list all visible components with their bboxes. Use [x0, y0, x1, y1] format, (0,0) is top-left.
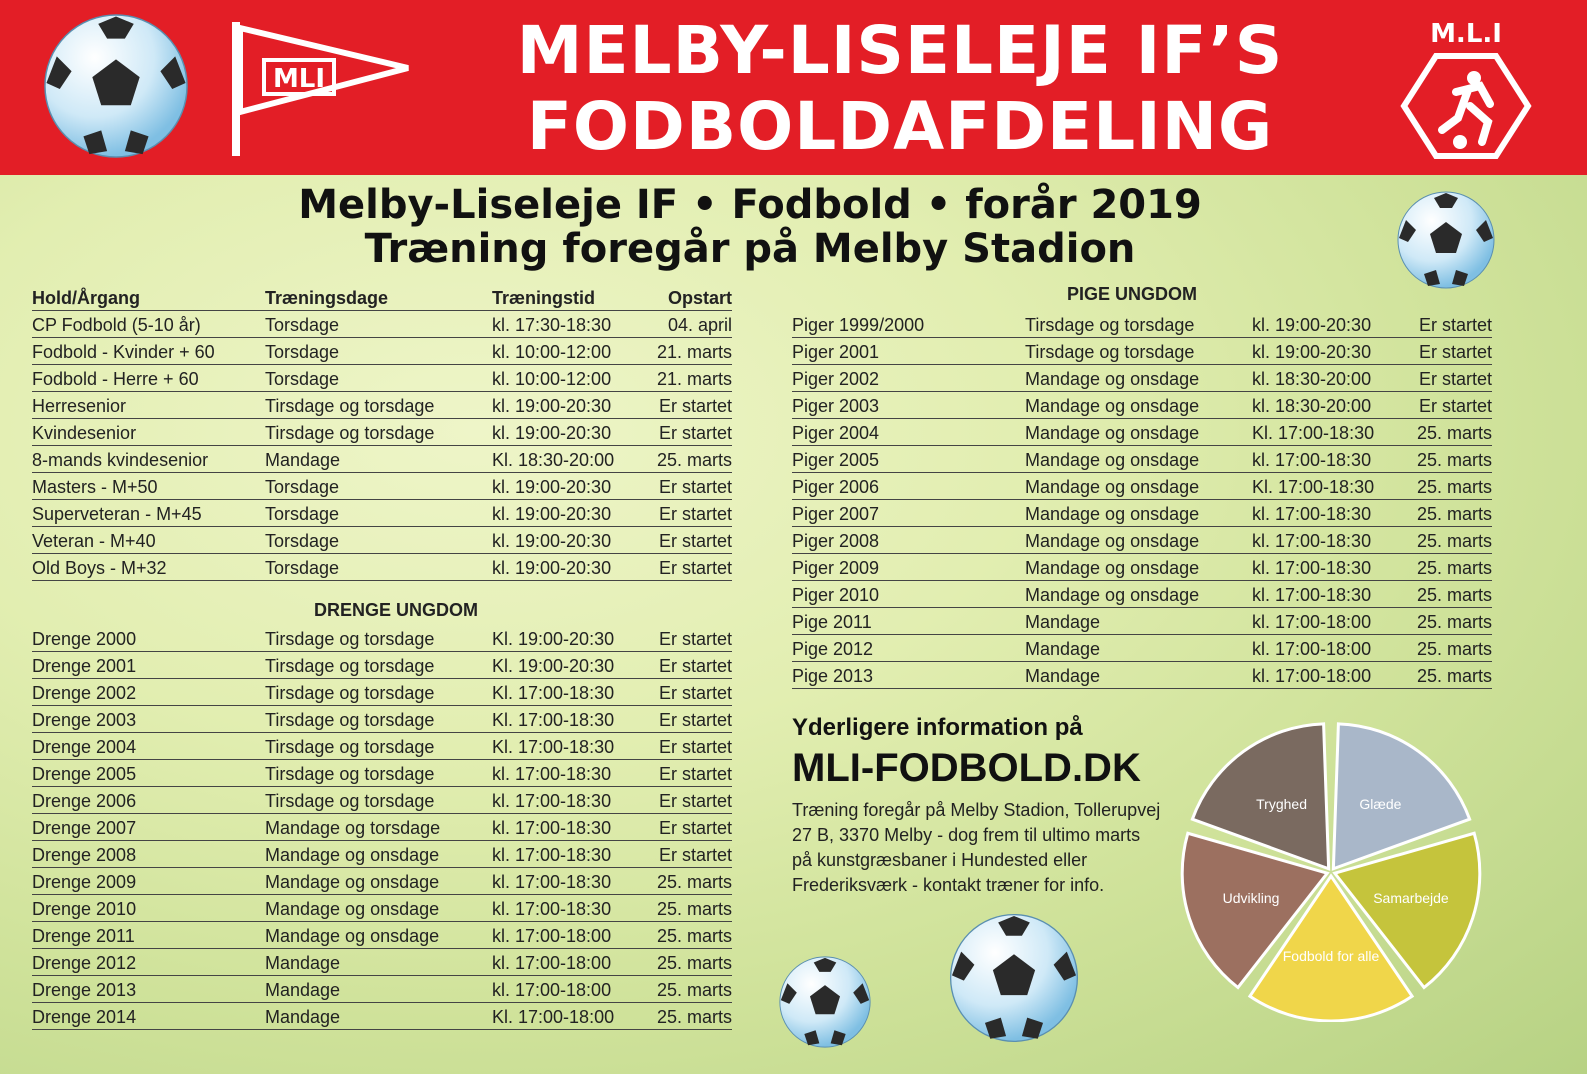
table-row [32, 841, 732, 868]
table-row [32, 868, 732, 895]
cell-team: Piger 2003 [792, 396, 880, 416]
cell-days: Mandage og onsdage [265, 899, 440, 919]
cell-days: Torsdage [265, 369, 340, 389]
table-row [792, 581, 1492, 608]
cell-days: Tirsdage og torsdage [265, 764, 435, 784]
cell-time: Kl. 17:00-18:30 [1252, 477, 1375, 497]
cell-days: Tirsdage og torsdage [265, 710, 435, 730]
table-row [792, 311, 1492, 338]
cell-team: Fodbold - Herre + 60 [32, 369, 199, 389]
values-wheel [1176, 722, 1486, 1022]
cell-team: 8-mands kvindesenior [32, 450, 209, 470]
cell-start: 25. marts [1416, 639, 1492, 659]
website-link[interactable]: MLI-FODBOLD.DK [792, 746, 1141, 790]
cell-start: 25. marts [656, 1007, 732, 1027]
table-header-row [32, 284, 732, 311]
table-row [32, 760, 732, 787]
table-row [32, 922, 732, 949]
cell-start: Er startet [658, 558, 732, 578]
cell-team: Drenge 2012 [32, 953, 137, 973]
table-row [32, 976, 732, 1003]
table-row [32, 527, 732, 554]
table-row [32, 787, 732, 814]
cell-time: Kl. 17:00-18:00 [492, 1007, 615, 1027]
cell-team: CP Fodbold (5-10 år) [32, 315, 201, 335]
cell-days: Mandage og onsdage [265, 872, 440, 892]
table-row [32, 419, 732, 446]
table-row [32, 706, 732, 733]
cell-start: Er startet [1418, 369, 1492, 389]
cell-days: Tirsdage og torsdage [265, 737, 435, 757]
cell-days: Mandage og onsdage [1025, 477, 1200, 497]
table-row [32, 1003, 732, 1030]
cell-start: 25. marts [656, 872, 732, 892]
cell-team: Piger 1999/2000 [792, 315, 925, 335]
table-row [32, 554, 732, 581]
club-flag-icon [230, 20, 410, 160]
cell-days: Mandage [1025, 639, 1101, 659]
cell-time: kl. 17:30-18:30 [492, 315, 612, 335]
cell-days: Mandage [265, 953, 341, 973]
cell-team: Drenge 2004 [32, 737, 137, 757]
cell-start: Er startet [658, 683, 732, 703]
table-row [32, 311, 732, 338]
cell-start: Er startet [1418, 342, 1492, 362]
cell-time: kl. 10:00-12:00 [492, 369, 612, 389]
col-header-start: Opstart [667, 288, 732, 308]
wheel-segment-label: Samarbejde [1373, 889, 1449, 906]
cell-days: Mandage [1025, 612, 1101, 632]
table-row [32, 814, 732, 841]
cell-time: kl. 17:00-18:30 [492, 764, 612, 784]
cell-time: kl. 17:00-18:30 [1252, 531, 1372, 551]
cell-start: Er startet [658, 818, 732, 838]
cell-start: 25. marts [656, 926, 732, 946]
cell-start: Er startet [658, 737, 732, 757]
cell-days: Tirsdage og torsdage [265, 656, 435, 676]
soccer-ball-icon [1396, 190, 1496, 290]
cell-team: Piger 2006 [792, 477, 880, 497]
cell-start: Er startet [658, 656, 732, 676]
cell-days: Tirsdage og torsdage [265, 629, 435, 649]
cell-days: Mandage og onsdage [1025, 450, 1200, 470]
main-schedule-table [32, 284, 732, 581]
cell-team: Drenge 2006 [32, 791, 137, 811]
cell-team: Drenge 2009 [32, 872, 137, 892]
table-row [32, 338, 732, 365]
soccer-ball-icon [778, 955, 872, 1049]
cell-start: 21. marts [656, 342, 732, 362]
cell-start: 25. marts [1416, 585, 1492, 605]
cell-team: Piger 2007 [792, 504, 880, 524]
table-row [792, 608, 1492, 635]
cell-team: Drenge 2008 [32, 845, 137, 865]
table-row [792, 419, 1492, 446]
cell-time: Kl. 17:00-18:30 [492, 710, 615, 730]
cell-team: Piger 2002 [792, 369, 880, 389]
cell-start: 25. marts [1416, 504, 1492, 524]
club-logo-icon [1398, 12, 1534, 162]
title-line-2: FODBOLDAFDELING [526, 88, 1274, 165]
cell-team: Piger 2001 [792, 342, 880, 362]
table-row [792, 473, 1492, 500]
logo-text: M.L.I [1430, 19, 1502, 49]
cell-time: kl. 17:00-18:00 [492, 953, 612, 973]
table-row [32, 500, 732, 527]
cell-start: Er startet [658, 531, 732, 551]
cell-time: kl. 17:00-18:30 [1252, 504, 1372, 524]
cell-start: 25. marts [656, 980, 732, 1000]
cell-start: 25. marts [1416, 423, 1492, 443]
cell-days: Tirsdage og torsdage [265, 396, 435, 416]
cell-team: Drenge 2007 [32, 818, 137, 838]
cell-time: Kl. 19:00-20:30 [492, 629, 615, 649]
cell-time: kl. 17:00-18:00 [1252, 639, 1372, 659]
cell-team: Pige 2012 [792, 639, 874, 659]
cell-start: 25. marts [656, 450, 732, 470]
cell-days: Torsdage [265, 342, 340, 362]
cell-days: Mandage [265, 1007, 341, 1027]
cell-team: Herresenior [32, 396, 127, 416]
cell-team: Kvindesenior [32, 423, 137, 443]
soccer-ball-icon [948, 912, 1080, 1044]
cell-time: kl. 17:00-18:00 [492, 980, 612, 1000]
cell-start: Er startet [658, 764, 732, 784]
table-row [32, 895, 732, 922]
header-banner [0, 0, 1587, 175]
cell-days: Tirsdage og torsdage [265, 791, 435, 811]
cell-start: 25. marts [1416, 558, 1492, 578]
cell-time: kl. 17:00-18:30 [492, 899, 612, 919]
table-row [792, 446, 1492, 473]
cell-team: Masters - M+50 [32, 477, 158, 497]
cell-time: Kl. 19:00-20:30 [492, 656, 615, 676]
table-row [32, 949, 732, 976]
cell-days: Mandage og onsdage [265, 845, 440, 865]
cell-days: Tirsdage og torsdage [265, 423, 435, 443]
cell-time: kl. 19:00-20:30 [492, 531, 612, 551]
cell-time: kl. 19:00-20:30 [492, 504, 612, 524]
table-row [32, 473, 732, 500]
cell-time: kl. 19:00-20:30 [492, 423, 612, 443]
cell-team: Piger 2008 [792, 531, 880, 551]
table-row [792, 392, 1492, 419]
table-row [792, 527, 1492, 554]
table-row [792, 662, 1492, 689]
cell-time: Kl. 17:00-18:30 [492, 737, 615, 757]
cell-team: Drenge 2003 [32, 710, 137, 730]
cell-start: Er startet [658, 396, 732, 416]
cell-team: Drenge 2005 [32, 764, 137, 784]
table-row [792, 500, 1492, 527]
cell-time: kl. 17:00-18:30 [1252, 450, 1372, 470]
cell-days: Torsdage [265, 558, 340, 578]
flag-text: MLI [272, 64, 326, 94]
cell-days: Torsdage [265, 477, 340, 497]
col-header-days: Træningsdage [265, 288, 389, 308]
cell-team: Old Boys - M+32 [32, 558, 167, 578]
col-header-team: Hold/Årgang [32, 288, 140, 308]
cell-team: Superveteran - M+45 [32, 504, 202, 524]
cell-start: 25. marts [656, 953, 732, 973]
cell-time: kl. 17:00-18:00 [1252, 666, 1372, 686]
cell-start: 25. marts [1416, 531, 1492, 551]
wheel-segment-label: Glæde [1359, 795, 1402, 812]
table-row [32, 446, 732, 473]
info-text: Træning foregår på Melby Stadion, Tollerupvej 27 B, 3370 Melby - dog frem til ultimo marts på kunstgræsbaner i Hundested eller Frederiksværk - kontakt træner for info. [792, 800, 1161, 895]
cell-start: Er startet [1418, 396, 1492, 416]
pige-section-title: PIGE UNGDOM [1066, 284, 1197, 304]
table-row [792, 635, 1492, 662]
cell-days: Mandage og onsdage [1025, 396, 1200, 416]
wheel-segment-label: Udvikling [1222, 889, 1280, 906]
cell-days: Tirsdage og torsdage [1025, 342, 1195, 362]
subtitle-line-1: Melby-Liseleje IF • Fodbold • forår 2019 [298, 182, 1202, 228]
cell-time: kl. 17:00-18:30 [492, 791, 612, 811]
cell-start: 25. marts [656, 899, 732, 919]
cell-time: kl. 17:00-18:30 [1252, 585, 1372, 605]
cell-time: kl. 19:00-20:30 [492, 558, 612, 578]
cell-team: Piger 2009 [792, 558, 880, 578]
cell-team: Pige 2011 [792, 612, 872, 632]
cell-days: Mandage og torsdage [265, 818, 441, 838]
cell-days: Mandage og onsdage [1025, 558, 1200, 578]
cell-team: Drenge 2002 [32, 683, 137, 703]
cell-team: Fodbold - Kvinder + 60 [32, 342, 215, 362]
cell-team: Drenge 2014 [32, 1007, 137, 1027]
drenge-section-title: DRENGE UNGDOM [313, 600, 478, 620]
table-row [32, 679, 732, 706]
table-row [792, 554, 1492, 581]
cell-team: Drenge 2011 [32, 926, 135, 946]
cell-time: kl. 17:00-18:00 [492, 926, 612, 946]
cell-team: Drenge 2013 [32, 980, 137, 1000]
cell-start: Er startet [658, 477, 732, 497]
cell-time: kl. 17:00-18:00 [1252, 612, 1372, 632]
cell-days: Mandage [1025, 666, 1101, 686]
cell-team: Veteran - M+40 [32, 531, 156, 551]
table-row [32, 733, 732, 760]
cell-team: Pige 2013 [792, 666, 874, 686]
table-row [792, 365, 1492, 392]
cell-start: 25. marts [1416, 666, 1492, 686]
cell-start: Er startet [658, 504, 732, 524]
cell-days: Mandage og onsdage [1025, 369, 1200, 389]
cell-start: Er startet [658, 791, 732, 811]
cell-time: kl. 18:30-20:00 [1252, 396, 1372, 416]
cell-time: Kl. 17:00-18:30 [492, 683, 615, 703]
cell-days: Mandage [265, 450, 341, 470]
cell-days: Tirsdage og torsdage [265, 683, 435, 703]
cell-days: Torsdage [265, 504, 340, 524]
cell-team: Drenge 2000 [32, 629, 137, 649]
pige-schedule-table [792, 311, 1492, 689]
cell-days: Torsdage [265, 531, 340, 551]
col-header-time: Træningstid [492, 288, 595, 308]
cell-time: kl. 17:00-18:30 [492, 845, 612, 865]
cell-start: 25. marts [1416, 450, 1492, 470]
cell-start: Er startet [658, 423, 732, 443]
cell-team: Piger 2004 [792, 423, 880, 443]
table-row [32, 652, 732, 679]
info-heading: Yderligere information på [792, 714, 1083, 741]
cell-days: Torsdage [265, 315, 340, 335]
cell-start: 21. marts [656, 369, 732, 389]
cell-start: 04. april [667, 315, 732, 335]
subtitle-line-2: Træning foregår på Melby Stadion [364, 226, 1136, 272]
cell-team: Piger 2010 [792, 585, 880, 605]
cell-days: Mandage og onsdage [265, 926, 440, 946]
cell-start: Er startet [658, 629, 732, 649]
cell-team: Drenge 2010 [32, 899, 137, 919]
cell-time: kl. 17:00-18:30 [492, 818, 612, 838]
cell-days: Mandage og onsdage [1025, 531, 1200, 551]
cell-start: Er startet [1418, 315, 1492, 335]
table-row [792, 338, 1492, 365]
cell-time: Kl. 17:00-18:30 [1252, 423, 1375, 443]
table-row [32, 392, 732, 419]
wheel-segment-label: Tryghed [1256, 795, 1307, 812]
cell-start: 25. marts [1416, 477, 1492, 497]
cell-time: kl. 10:00-12:00 [492, 342, 612, 362]
cell-team: Piger 2005 [792, 450, 880, 470]
cell-time: Kl. 18:30-20:00 [492, 450, 615, 470]
cell-time: kl. 17:00-18:30 [1252, 558, 1372, 578]
table-row [32, 365, 732, 392]
soccer-ball-icon [42, 12, 190, 160]
cell-time: kl. 19:00-20:30 [1252, 315, 1372, 335]
cell-team: Drenge 2001 [32, 656, 137, 676]
cell-time: kl. 17:00-18:30 [492, 872, 612, 892]
cell-days: Mandage [265, 980, 341, 1000]
cell-start: Er startet [658, 710, 732, 730]
wheel-segment-label: Fodbold for alle [1282, 948, 1380, 965]
cell-days: Tirsdage og torsdage [1025, 315, 1195, 335]
cell-days: Mandage og onsdage [1025, 423, 1200, 443]
cell-days: Mandage og onsdage [1025, 504, 1200, 524]
drenge-schedule-table [32, 625, 732, 1030]
cell-start: 25. marts [1416, 612, 1492, 632]
cell-start: Er startet [658, 845, 732, 865]
cell-time: kl. 18:30-20:00 [1252, 369, 1372, 389]
cell-time: kl. 19:00-20:30 [492, 477, 612, 497]
cell-time: kl. 19:00-20:30 [1252, 342, 1372, 362]
title-line-1: MELBY-LISELEJE IF’S [516, 12, 1284, 89]
cell-time: kl. 19:00-20:30 [492, 396, 612, 416]
cell-days: Mandage og onsdage [1025, 585, 1200, 605]
table-row [32, 625, 732, 652]
